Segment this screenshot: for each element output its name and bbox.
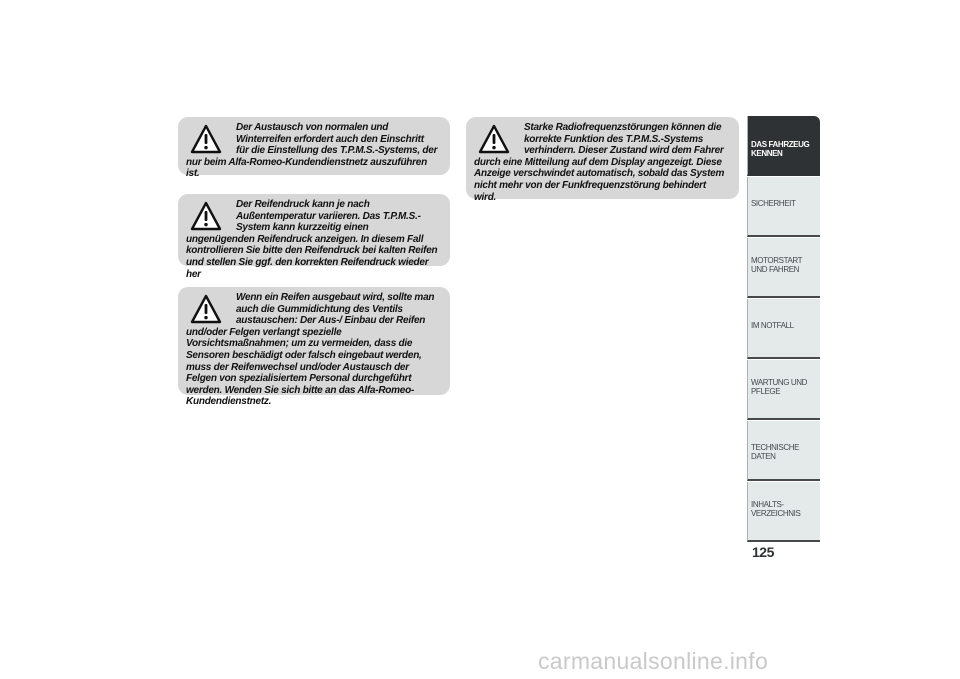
tab-sicherheit[interactable]: [747, 177, 820, 237]
tab-label: MOTORSTART UND FAHREN: [751, 256, 802, 274]
warning-triangle-icon: [190, 294, 222, 324]
watermark: carmanualsonline.info: [538, 648, 769, 674]
tab-inhaltsverzeichnis[interactable]: [747, 482, 820, 542]
warning-box-3: [178, 287, 450, 408]
warning-triangle-icon: [478, 124, 510, 154]
warning-text-2: Der Reifendruck kann je nach Außentemperatur variieren. Das T.P.M.S.-System kann kurzzeitig einen ungenügenden Reifendruck anzeigen. In diesem Fall kontrollieren Sie bitte den Reifendruck bei kalten Reifen und stellen Sie ggf. den korrekten Reifendruck wieder her: [186, 199, 438, 280]
tab-label: DAS FAHRZEUG KENNEN: [751, 140, 810, 158]
warning-text-4: Starke Radiofrequenzstörungen können die korrekte Funktion des T.P.M.S.-Systems verhindern. Dieser Zustand wird dem Fahrer durch eine Mitteilung auf dem Display angezeigt. Diese Anzeige verschwindet automatisch, sobald das System nicht mehr von der Funkfrequenzstörung behindert wird.: [474, 122, 725, 203]
warning-box-1: [178, 117, 450, 180]
tab-label: INHALTS-VERZEICHNIS: [751, 500, 801, 518]
tab-wartung-und-pflege[interactable]: [747, 360, 820, 420]
warning-text-3: Wenn ein Reifen ausgebaut wird, sollte man auch die Gummidichtung des Ventils austauschen: Der Aus-/ Einbau der Reifen und/oder Felgen verlangt spezielle Vorsichtsmaßnahmen; um zu vermeiden, dass die Sensoren beschädigt oder falsch eingebaut werden, muss der Reifenwechsel und/oder Austausch der Felgen von spezialisiertem Personal durchgeführt werden. Wenden Sie sich bitte an das Alfa-Romeo-Kundendienstnetz.: [186, 292, 435, 408]
warning-triangle-icon: [190, 201, 222, 231]
warning-box-4: [466, 117, 739, 203]
warning-text-1: Der Austausch von normalen und Winterreifen erfordert auch den Einschritt für die Einstellung des T.P.M.S.-Systems, der nur beim Alfa-Romeo-Kundendienstnetz auszuführen ist.: [186, 122, 438, 180]
tab-im-notfall[interactable]: [747, 299, 820, 359]
tab-motorstart-und-fahren[interactable]: [747, 238, 820, 298]
warning-box-2: [178, 194, 450, 280]
tab-label: TECHNISCHE DATEN: [751, 443, 800, 461]
tab-technische-daten[interactable]: [747, 421, 820, 481]
tab-das-fahrzeug-kennen[interactable]: [747, 116, 820, 176]
tab-label: SICHERHEIT: [751, 199, 796, 208]
tab-label: WARTUNG UND PFLEGE: [751, 378, 808, 396]
page-number: 125: [752, 544, 774, 560]
warning-triangle-icon: [190, 124, 222, 154]
tab-label: IM NOTFALL: [751, 321, 794, 330]
chapter-tabs: [747, 116, 820, 542]
